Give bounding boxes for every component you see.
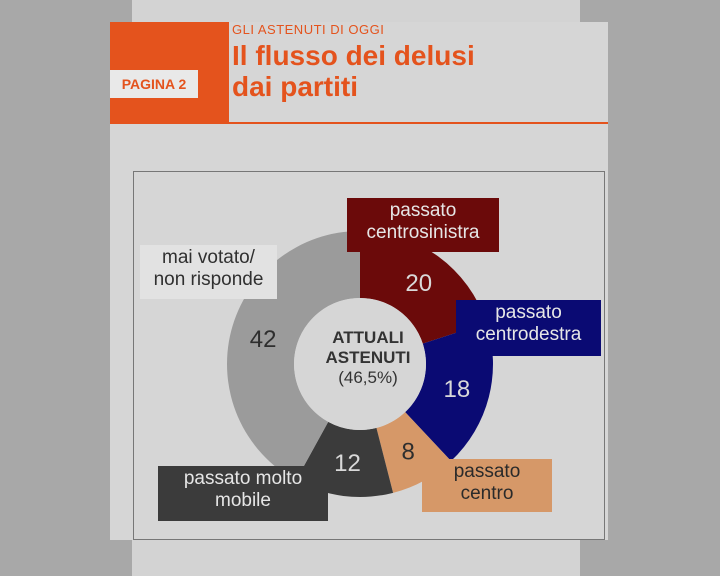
legend-centrodestra-line-2: centrodestra [475, 324, 582, 345]
legend-centrodestra-line-1: passato [495, 302, 562, 323]
legend-mai-votato [140, 245, 277, 299]
center-line-3: (46,5%) [338, 368, 398, 387]
legend-molto-mobile [158, 466, 328, 521]
legend-mai-votato-line-2: non risponde [153, 269, 264, 290]
legend-centro-line-1: passato [453, 461, 521, 482]
legend-molto-mobile-line-2: mobile [215, 490, 271, 511]
slice-value-label-0: 20 [405, 270, 433, 298]
kicker: GLI ASTENUTI DI OGGI [232, 22, 385, 37]
page-tag: PAGINA 2 [110, 70, 198, 98]
center-line-1: ATTUALI [332, 328, 404, 347]
legend-centrosinistra-line-2: centrosinistra [366, 222, 480, 243]
slice-value-label-2: 8 [401, 438, 415, 466]
slice-value-label-4: 42 [249, 326, 277, 354]
title-line-1: Il flusso dei delusi [232, 40, 475, 71]
legend-centrosinistra-line-1: passato [389, 200, 457, 221]
center-line-2: ASTENUTI [325, 348, 411, 367]
legend-mai-votato-line-1: mai votato/ [162, 247, 255, 268]
legend-centrosinistra [347, 198, 499, 252]
legend-centro-line-2: centro [460, 483, 514, 504]
donut-center-label [313, 328, 423, 388]
slice-value-label-3: 12 [334, 450, 361, 478]
legend-centrodestra [456, 300, 601, 356]
legend-centro [422, 459, 552, 512]
title-line-2: dai partiti [232, 71, 359, 102]
slice-value-label-1: 18 [443, 375, 471, 403]
legend-molto-mobile-line-1: passato molto [183, 468, 303, 489]
